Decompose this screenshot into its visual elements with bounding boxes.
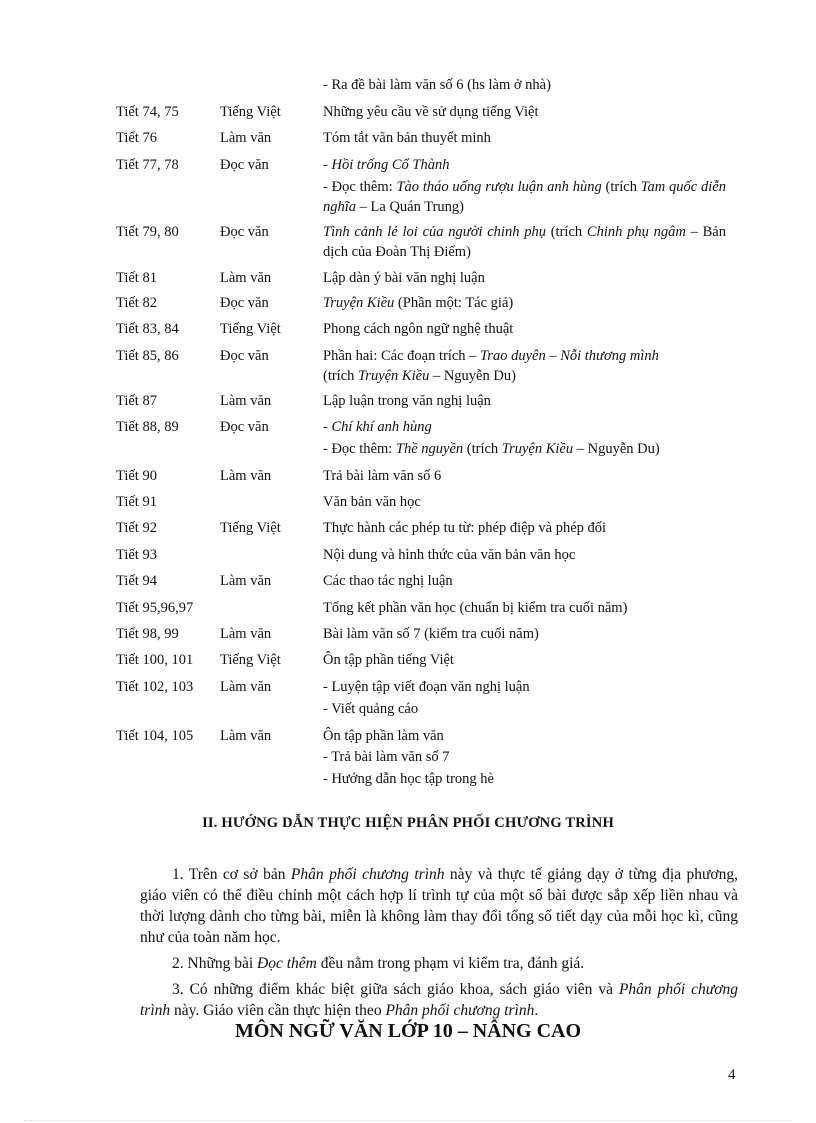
paragraph-3: 3. Có những điểm khác biệt giữa sách giáo khoa, sách giáo viên và Phân phối chương trình này. Giáo viên cần thực hiện theo Phân phối chương trình. (140, 981, 738, 1019)
subject-category: Làm văn (220, 679, 272, 695)
subject-category: Làm văn (220, 270, 272, 286)
row-content: Nội dung và hình thức của văn bản văn học (323, 547, 576, 563)
row-content: Các thao tác nghị luận (323, 573, 453, 589)
period-number: Tiết 79, 80 (116, 224, 179, 240)
period-number: Tiết 85, 86 (116, 348, 179, 364)
page-bottom-divider (24, 1120, 792, 1121)
row-content: Tổng kết phần văn học (chuẩn bị kiểm tra cuối năm) (323, 600, 628, 616)
row-content: - Chí khí anh hùng - Đọc thêm: Thề nguyền (trích Truyện Kiều – Nguyễn Du) (323, 419, 660, 457)
row-content: - Ra đề bài làm văn số 6 (hs làm ở nhà) (323, 77, 551, 93)
row-content: Lập dàn ý bài văn nghị luận (323, 270, 485, 286)
subject-category: Đọc văn (220, 224, 269, 240)
period-number: Tiết 77, 78 (116, 157, 179, 173)
subject-category: Làm văn (220, 468, 272, 484)
row-content: Trả bài làm văn số 6 (323, 468, 442, 484)
subject-category: Đọc văn (220, 419, 269, 435)
row-content: Lập luận trong văn nghị luận (323, 393, 491, 409)
row-content: Ôn tập phần tiếng Việt (323, 652, 454, 668)
subject-category: Tiếng Việt (220, 104, 281, 120)
period-number: Tiết 74, 75 (116, 104, 179, 120)
subject-category: Đọc văn (220, 295, 269, 311)
row-content: Phần hai: Các đoạn trích – Trao duyên – Nỗi thương mình (trích Truyện Kiều – Nguyễn Du) (323, 348, 659, 384)
subject-category: Tiếng Việt (220, 652, 281, 668)
row-content: Bài làm văn số 7 (kiểm tra cuối năm) (323, 626, 539, 642)
period-number: Tiết 93 (116, 547, 157, 563)
period-number: Tiết 98, 99 (116, 626, 179, 642)
period-number: Tiết 102, 103 (116, 679, 194, 695)
row-content: Phong cách ngôn ngữ nghệ thuật (323, 321, 514, 337)
row-content: - Luyện tập viết đoạn văn nghị luận - Viết quảng cáo (323, 679, 530, 717)
period-number: Tiết 88, 89 (116, 419, 179, 435)
period-number: Tiết 95,96,97 (116, 600, 194, 616)
period-number: Tiết 91 (116, 494, 157, 510)
paragraph-1: 1. Trên cơ sở bản Phân phối chương trình này và thực tế giảng dạy ở từng địa phương, giáo viên có thể điều chỉnh một cách hợp lí trình tự của một số bài được sắp xếp liền nhau và thời lượng dành cho từng bài, miễn là không làm thay đổi tổng số tiết dạy của mỗi học kì, cũng như của toàn năm học. (140, 866, 738, 946)
period-number: Tiết 90 (116, 468, 157, 484)
subject-category: Làm văn (220, 130, 272, 146)
subject-category: Làm văn (220, 573, 272, 589)
row-content: Ôn tập phần làm văn - Trả bài làm văn số 7 - Hướng dẫn học tập trong hè (323, 728, 494, 787)
subject-category: Tiếng Việt (220, 321, 281, 337)
row-content: Những yêu cầu về sử dụng tiếng Việt (323, 104, 539, 120)
period-number: Tiết 92 (116, 520, 157, 536)
page-number: 4 (728, 1067, 736, 1083)
subject-category: Tiếng Việt (220, 520, 281, 536)
row-content: Văn bản văn học (323, 494, 421, 510)
row-content: Truyện Kiều (Phần một: Tác giả) (323, 295, 514, 311)
next-section-title: MÔN NGỮ VĂN LỚP 10 – NÂNG CAO (234, 1020, 582, 1042)
subject-category: Làm văn (220, 626, 272, 642)
section-heading: II. HƯỚNG DẪN THỰC HIỆN PHÂN PHỐI CHƯƠNG TRÌNH (202, 815, 614, 831)
period-number: Tiết 82 (116, 295, 157, 311)
period-number: Tiết 83, 84 (116, 321, 179, 337)
row-content: Thực hành các phép tu từ: phép điệp và phép đối (323, 520, 607, 536)
paragraph-2: 2. Những bài Đọc thêm đều nằm trong phạm vi kiểm tra, đánh giá. (172, 955, 585, 972)
row-content: - Hồi trống Cổ Thành - Đọc thêm: Tào tháo uống rượu luận anh hùng (trích Tam quốc diễn nghĩa – La Quán Trung) (323, 157, 726, 215)
subject-category: Làm văn (220, 393, 272, 409)
period-number: Tiết 94 (116, 573, 157, 589)
subject-category: Đọc văn (220, 157, 269, 173)
subject-category: Làm văn (220, 728, 272, 744)
period-number: Tiết 76 (116, 130, 157, 146)
period-number: Tiết 104, 105 (116, 728, 194, 744)
period-number: Tiết 100, 101 (116, 652, 194, 668)
row-content: Tình cảnh lẻ loi của người chinh phụ (trích Chinh phụ ngâm – Bản dịch của Đoàn Thị Điểm) (323, 224, 726, 260)
row-content: Tóm tắt văn bản thuyết minh (323, 130, 491, 146)
period-number: Tiết 81 (116, 270, 157, 286)
subject-category: Đọc văn (220, 348, 269, 364)
period-number: Tiết 87 (116, 393, 157, 409)
